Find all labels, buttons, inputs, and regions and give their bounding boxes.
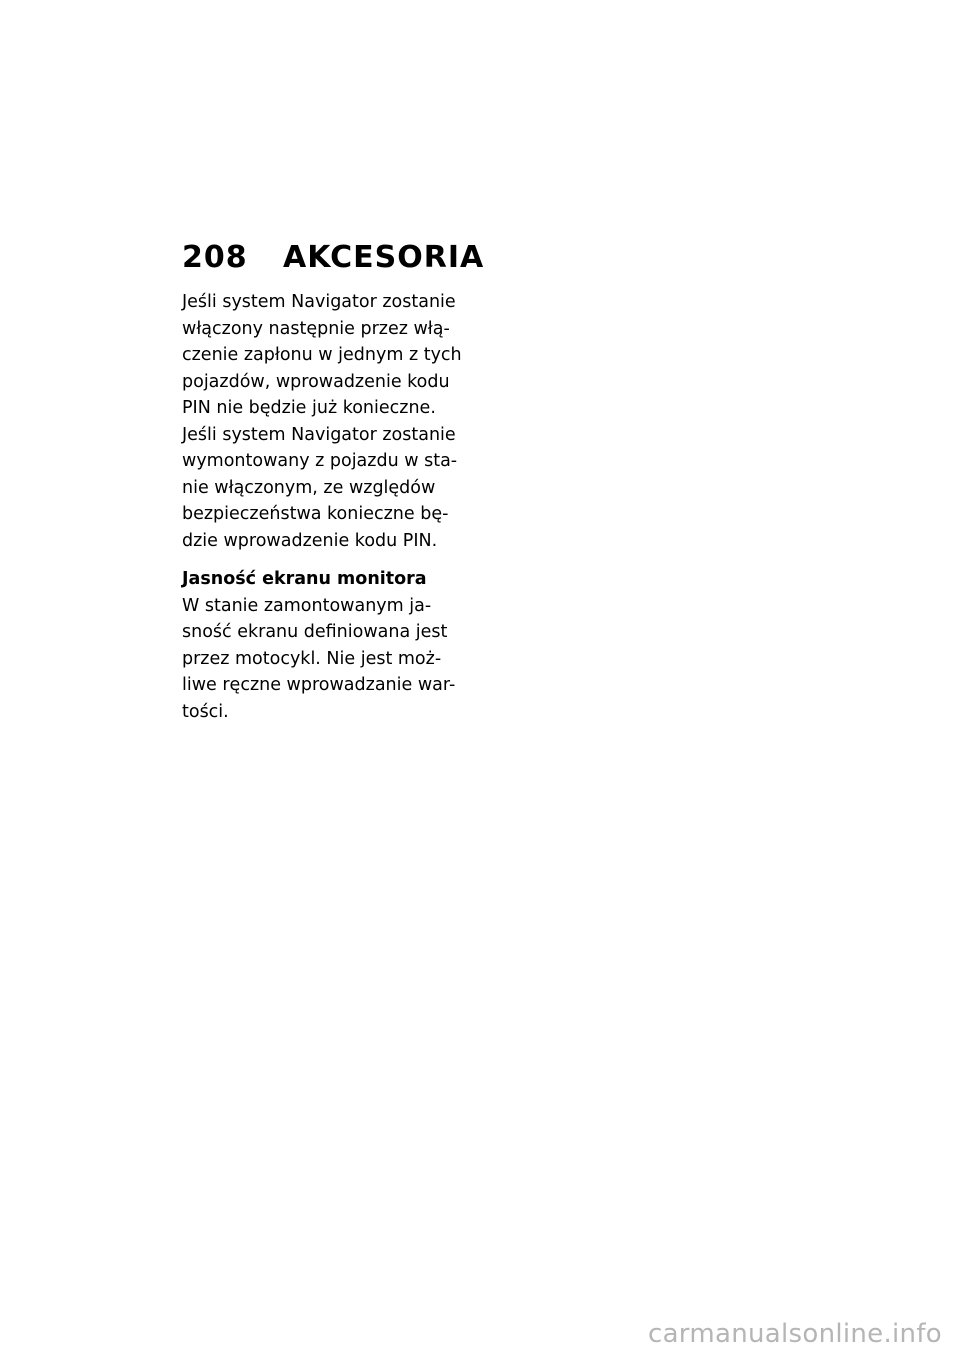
paragraph-navigator-pin [182, 289, 462, 554]
text-line: dzie wprowadzenie kodu PIN. [182, 530, 438, 551]
text-line: PIN nie będzie już konieczne. [182, 398, 436, 418]
text-line: przez motocykl. Nie jest moż- [182, 648, 442, 669]
text-line: czenie zapłonu w jednym z tych [182, 345, 462, 365]
section-screen-brightness [182, 566, 457, 725]
text-line: W stanie zamontowanym ja- [182, 595, 432, 616]
text-line: sność ekranu definiowana jest [182, 622, 448, 642]
text-line: włączony następnie przez włą- [182, 318, 450, 339]
page-number: 208 [182, 240, 248, 275]
text-line: tości. [182, 701, 229, 722]
watermark: carmanualsonline.info [647, 1319, 942, 1349]
paragraph-gap [182, 554, 457, 566]
text-line: bezpieczeństwa konieczne bę- [182, 504, 449, 524]
text-line: Jeśli system Navigator zostanie [182, 292, 456, 312]
chapter-title: AKCESORIA [283, 240, 485, 275]
text-line: pojazdów, wprowadzenie kodu [182, 371, 450, 392]
page-header [182, 238, 485, 278]
text-line: wymontowany z pojazdu w sta- [182, 451, 458, 471]
text-line: liwe ręczne wprowadzanie war- [182, 675, 456, 695]
page-content [182, 289, 462, 725]
text-line: Jeśli system Navigator zostanie [182, 424, 456, 445]
section-heading: Jasność ekranu monitora [182, 569, 427, 589]
text-line: nie włączonym, ze względów [182, 477, 436, 498]
